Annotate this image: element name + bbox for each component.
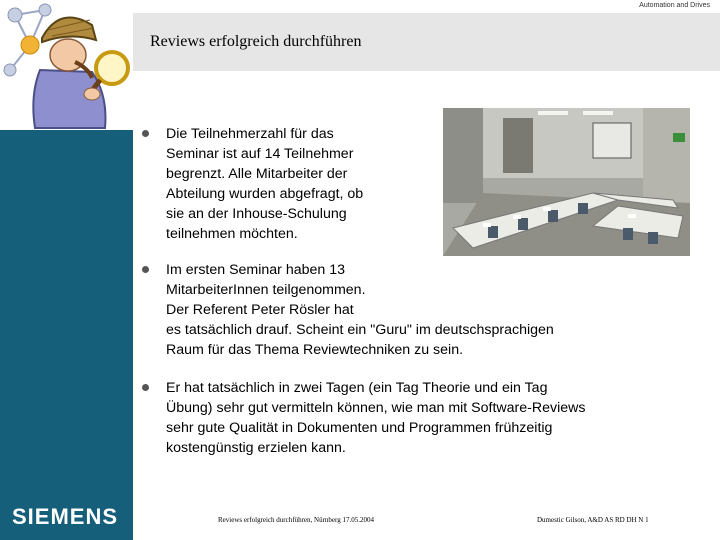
bullet-item [142, 124, 363, 244]
header-caption: Automation and Drives [639, 2, 710, 9]
seminar-room-photo [443, 108, 690, 256]
bullet-item [142, 378, 586, 458]
bullet-text: Die Teilnehmerzahl für das Seminar ist auf 14 Teilnehmer begrenzt. Alle Mitarbeiter der Abteilung wurden abgefragt, ob sie an der Inhouse-Schulung teilnehmen möchten. [166, 126, 364, 242]
footer-left: Reviews erfolgreich durchführen, Nürnberg 17.05.2004 [218, 516, 374, 524]
bullet-item [142, 260, 554, 360]
slide-title: Reviews erfolgreich durchführen [150, 33, 362, 50]
bullet-text: Er hat tatsächlich in zwei Tagen (ein Tag Theorie und ein Tag Übung) sehr gut vermitteln können, wie man mit Software-Reviews sehr gute Qualität in Dokumenten und Programmen frühzeitig kostengünstig erzielen kann. [166, 380, 586, 456]
footer-right: Dumestic Gilson, A&D AS RD DH N 1 [537, 516, 649, 524]
bullet-text: Im ersten Seminar haben 13 MitarbeiterInnen teilgenommen. Der Referent Peter Rösler hat es tatsächlich drauf. Scheint ein "Guru" im deutschsprachigen Raum für das Thema Reviewtechniken zu sein. [166, 262, 554, 358]
detective-mascot-icon [0, 0, 133, 130]
bullet-marker [142, 384, 149, 391]
bullet-marker [142, 130, 149, 137]
bullet-marker [142, 266, 149, 273]
siemens-logo: SIEMENS [12, 504, 119, 529]
